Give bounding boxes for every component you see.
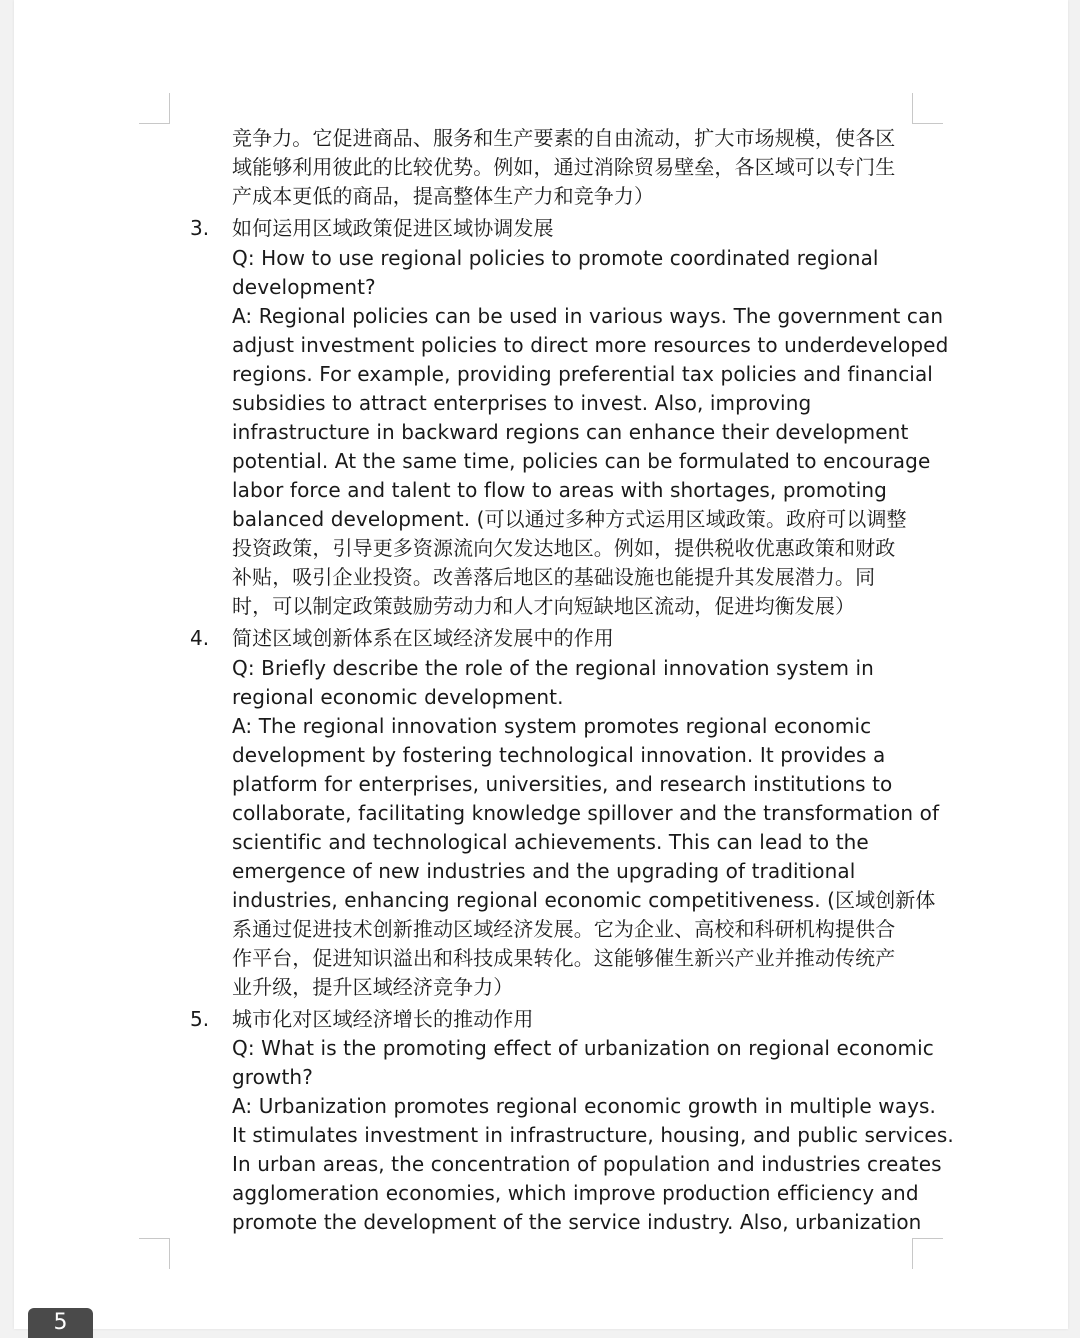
- text-line: 域能够利用彼此的比较优势。例如，通过消除贸易壁垒，各区域可以专门生: [232, 155, 896, 179]
- text-line: potential. At the same time, policies can be formulated to encourage: [232, 449, 931, 473]
- list-number: 3.: [190, 216, 210, 240]
- text-line: labor force and talent to flow to areas with shortages, promoting: [232, 478, 887, 502]
- text-line: growth?: [232, 1065, 313, 1089]
- text-line: Q: Briefly describe the role of the regional innovation system in: [232, 656, 874, 680]
- crop-mark-top-right: [912, 93, 943, 124]
- text-line: A: Regional policies can be used in various ways. The government can: [232, 304, 944, 328]
- text-line: 作平台，促进知识溢出和科技成果转化。这能够催生新兴产业并推动传统产: [232, 946, 896, 970]
- question-heading: 如何运用区域政策促进区域协调发展: [232, 216, 554, 240]
- text-line: adjust investment policies to direct more resources to underdeveloped: [232, 333, 949, 357]
- text-line: promote the development of the service industry. Also, urbanization: [232, 1210, 922, 1234]
- text-line: 竞争力。它促进商品、服务和生产要素的自由流动，扩大市场规模，使各区: [232, 126, 896, 150]
- text-line: 业升级，提升区域经济竞争力）: [232, 975, 514, 999]
- text-line: industries, enhancing regional economic competitiveness. (区域创新体: [232, 888, 936, 912]
- text-line: 时，可以制定政策鼓励劳动力和人才向短缺地区流动，促进均衡发展）: [232, 594, 856, 618]
- question-heading: 简述区域创新体系在区域经济发展中的作用: [232, 626, 614, 650]
- list-number: 5.: [190, 1007, 210, 1031]
- crop-mark-bottom-left: [139, 1238, 170, 1269]
- text-line: Q: What is the promoting effect of urbanization on regional economic: [232, 1036, 934, 1060]
- crop-mark-bottom-right: [912, 1238, 943, 1269]
- text-line: infrastructure in backward regions can enhance their development: [232, 420, 909, 444]
- text-line: balanced development. (可以通过多种方式运用区域政策。政府可以调整: [232, 507, 907, 531]
- text-line: subsidies to attract enterprises to invest. Also, improving: [232, 391, 812, 415]
- crop-mark-top-left: [139, 93, 170, 124]
- text-line: regional economic development.: [232, 685, 564, 709]
- text-line: Q: How to use regional policies to promote coordinated regional: [232, 246, 879, 270]
- text-line: development by fostering technological innovation. It provides a: [232, 743, 886, 767]
- text-line: 系通过促进技术创新推动区域经济发展。它为企业、高校和科研机构提供合: [232, 917, 896, 941]
- text-line: In urban areas, the concentration of population and industries creates: [232, 1152, 942, 1176]
- text-line: 产成本更低的商品，提高整体生产力和竞争力）: [232, 184, 655, 208]
- text-line: A: Urbanization promotes regional economic growth in multiple ways.: [232, 1094, 937, 1118]
- text-line: collaborate, facilitating knowledge spillover and the transformation of: [232, 801, 940, 825]
- list-number: 4.: [190, 626, 210, 650]
- text-line: 投资政策，引导更多资源流向欠发达地区。例如，提供税收优惠政策和财政: [232, 536, 896, 560]
- text-line: platform for enterprises, universities, and research institutions to: [232, 772, 893, 796]
- text-line: A: The regional innovation system promotes regional economic: [232, 714, 872, 738]
- question-heading: 城市化对区域经济增长的推动作用: [232, 1007, 534, 1031]
- text-line: agglomeration economies, which improve production efficiency and: [232, 1181, 919, 1205]
- text-line: It stimulates investment in infrastructure, housing, and public services.: [232, 1123, 954, 1147]
- page-number-tab[interactable]: 5: [28, 1308, 93, 1338]
- text-line: development?: [232, 275, 376, 299]
- text-line: scientific and technological achievements. This can lead to the: [232, 830, 869, 854]
- text-line: regions. For example, providing preferential tax policies and financial: [232, 362, 933, 386]
- text-line: emergence of new industries and the upgrading of traditional: [232, 859, 856, 883]
- text-line: 补贴，吸引企业投资。改善落后地区的基础设施也能提升其发展潜力。同: [232, 565, 876, 589]
